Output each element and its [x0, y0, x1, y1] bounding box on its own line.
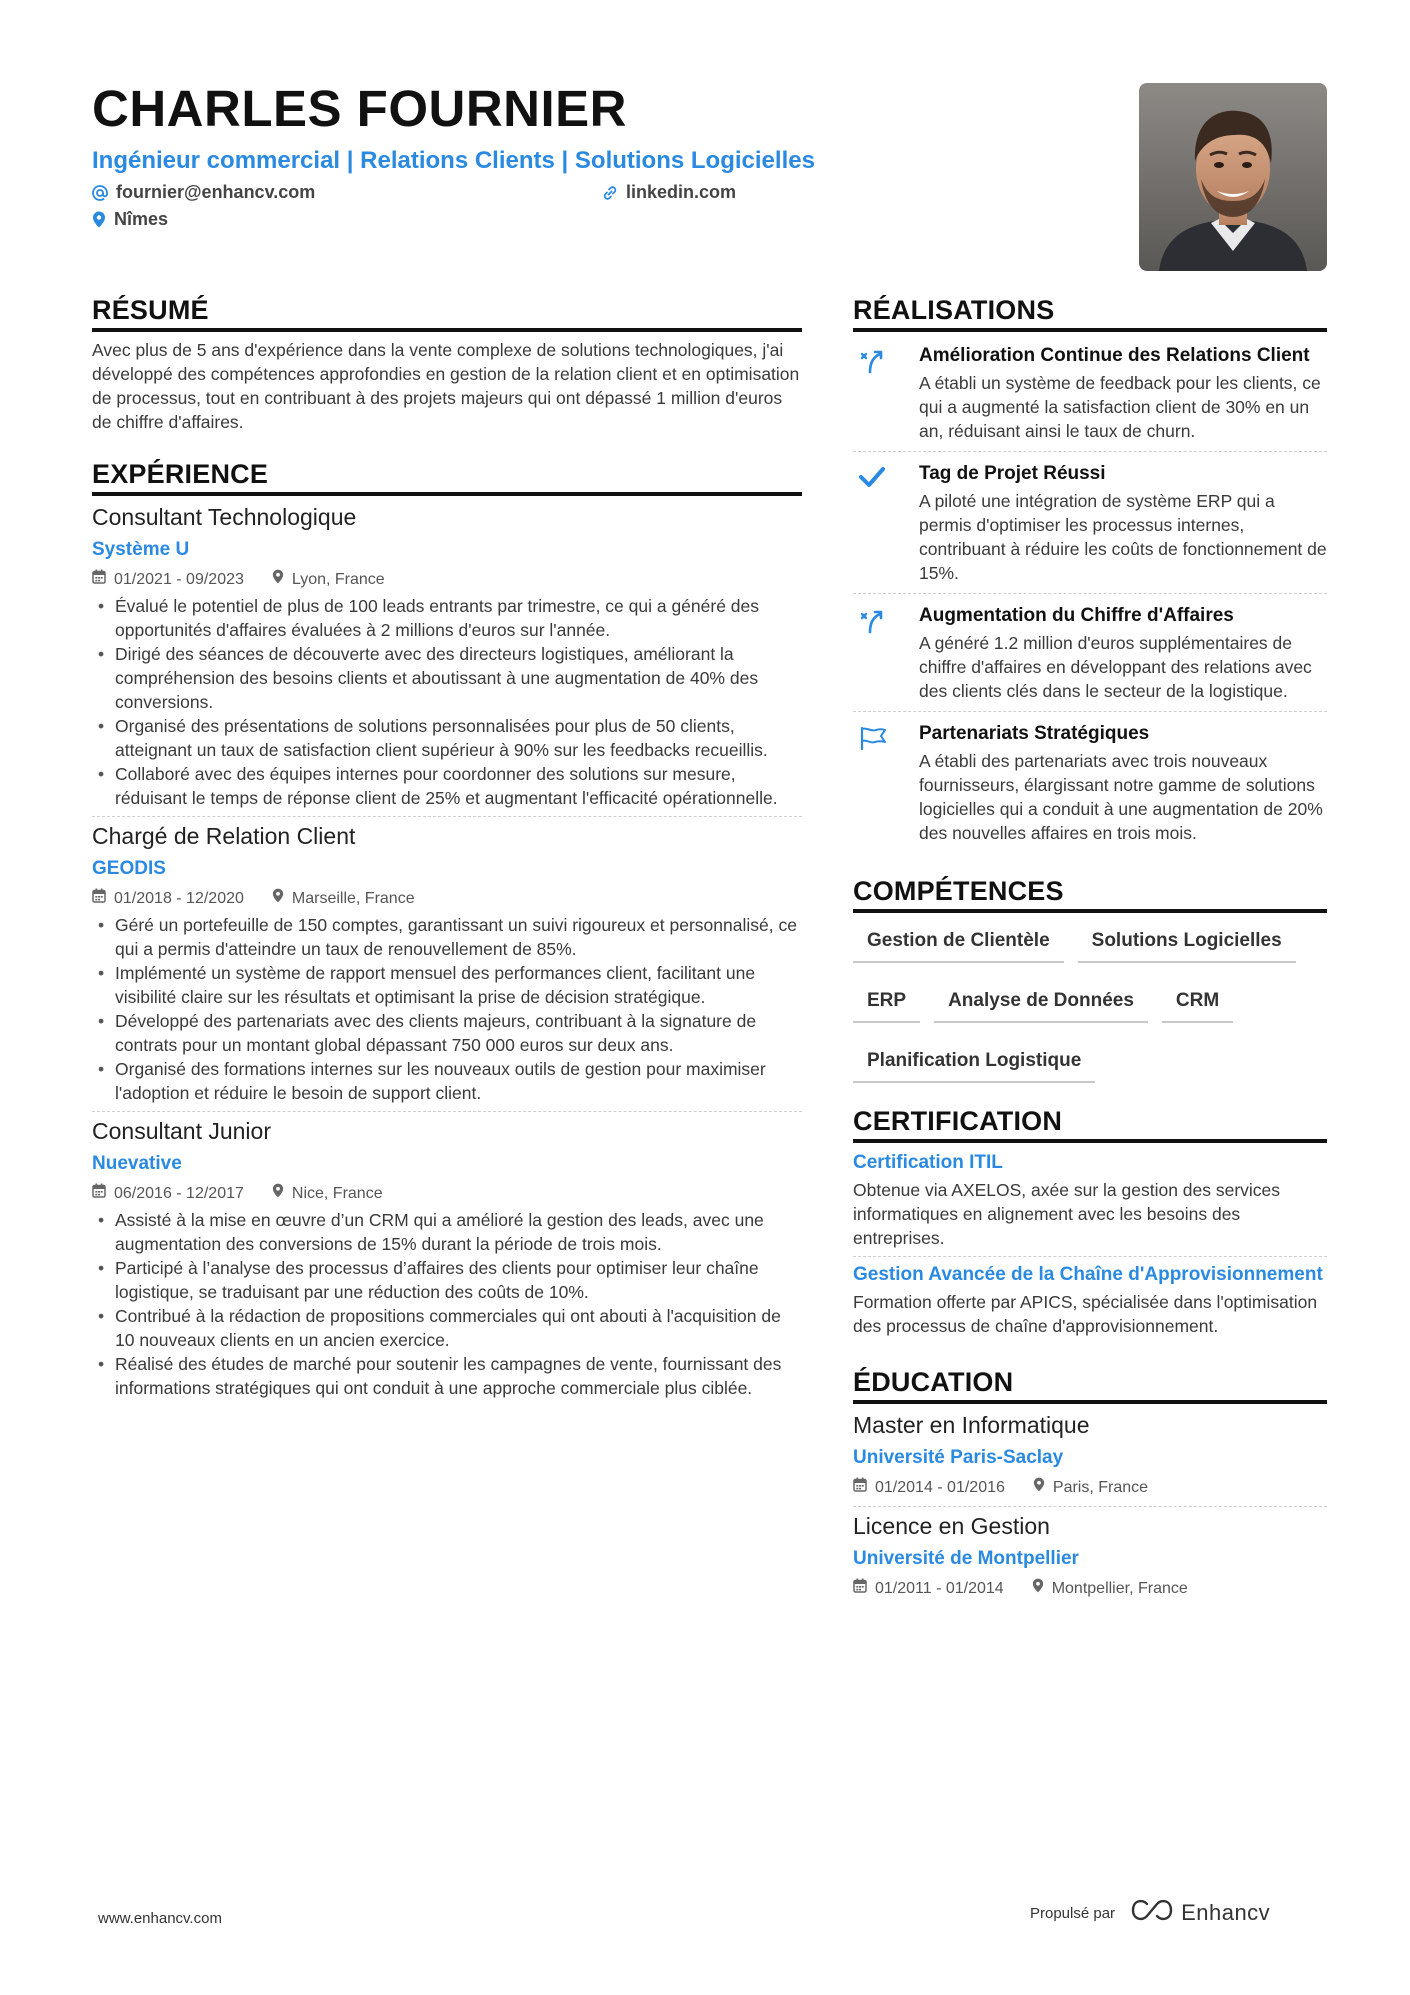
list-item: • Géré un portefeuille de 150 comptes, garantissant un suivi rigoureux et personnalisé, ce qui a permis d'atteindre un taux de renouvellement de 85%.: [92, 913, 802, 961]
skill-tag: CRM: [1162, 979, 1233, 1023]
certification-entry: [853, 1261, 1327, 1338]
calendar-icon: [92, 887, 106, 911]
contact-info: [92, 180, 1092, 236]
skill-tag: Solutions Logicielles: [1078, 919, 1296, 963]
education-entry: [853, 1511, 1327, 1601]
job-title: Consultant Technologique: [92, 504, 357, 530]
footer-website[interactable]: www.enhancv.com: [98, 1910, 222, 1927]
list-item: • Organisé des présentations de solutions personnalisées pour plus de 50 clients, atteignant un taux de satisfaction client supérieur à 90% sur les feedbacks recueillis.: [92, 714, 802, 762]
job-meta: [92, 568, 802, 592]
achievements-heading: RÉALISATIONS: [853, 292, 1327, 332]
experience-entry: [92, 821, 802, 1105]
powered-by-label: Propulsé par: [1030, 1904, 1116, 1922]
email-text: fournier@enhancv.com: [116, 182, 316, 202]
list-item: • Développé des partenariats avec des clients majeurs, contribuant à la signature de contrats pour un montant global dépassant 750 000 euros sur deux ans.: [92, 1009, 802, 1057]
calendar-icon: [853, 1476, 867, 1500]
certification-entry: [853, 1149, 1327, 1250]
degree-title: Master en Informatique: [853, 1412, 1090, 1438]
summary-heading: RÉSUMÉ: [92, 292, 802, 332]
brand-name: Enhancv: [1181, 1900, 1271, 1925]
location-pin-icon: [92, 211, 106, 228]
candidate-name: CHARLES FOURNIER: [92, 80, 628, 137]
company-name: Nuevative: [92, 1153, 182, 1174]
location-pin-icon: [1032, 1577, 1044, 1601]
education-meta: [853, 1577, 1327, 1601]
divider: [853, 1506, 1327, 1507]
certification-desc: Formation offerte par APICS, spécialisée dans l'optimisation des processus de chaîne d'approvisionnement.: [853, 1292, 1318, 1336]
flag-icon: [859, 737, 887, 754]
company-name: GEODIS: [92, 858, 166, 879]
certification-title: Certification ITIL: [853, 1152, 1003, 1173]
job-title: Chargé de Relation Client: [92, 823, 356, 849]
divider: [853, 593, 1327, 594]
list-item: • Dirigé des séances de découverte avec des directeurs logistiques, améliorant la compréhension des besoins clients et aboutissant à une augmentation de 40% des conversions.: [92, 642, 802, 714]
job-bullets: [92, 1208, 802, 1400]
location-contact: [92, 209, 168, 230]
skill-tag: Planification Logistique: [853, 1039, 1095, 1083]
certification-title: Gestion Avancée de la Chaîne d'Approvisionnement: [853, 1264, 1323, 1285]
list-item: • Implémenté un système de rapport mensuel des performances client, facilitant une visibilité claire sur les résultats et optimisant la prise de décision stratégique.: [92, 961, 802, 1009]
achievement-desc: A généré 1.2 million d'euros supplémentaires de chiffre d'affaires en développant des relations avec des clients clés dans le secteur de la logistique.: [919, 633, 1312, 701]
achievement-item: [853, 456, 1327, 591]
left-column: [92, 292, 802, 1400]
list-item: • Évalué le potentiel de plus de 100 leads entrants par trimestre, ce qui a généré des opportunités d'affaires évaluées à 2 millions d'euros sur l'année.: [92, 594, 802, 642]
job-dates: 06/2016 - 12/2017: [114, 1185, 244, 1202]
skills-list: [853, 919, 1327, 1099]
list-item: • Collaboré avec des équipes internes pour coordonner des solutions sur mesure, réduisant le temps de réponse client de 25% et augmentant l'efficacité opérationnelle.: [92, 762, 802, 810]
skill-tag: ERP: [853, 979, 920, 1023]
enhancv-logo-icon: [1129, 1898, 1175, 1928]
email-contact[interactable]: [92, 182, 315, 203]
calendar-icon: [92, 1182, 106, 1206]
achievement-title: Amélioration Continue des Relations Client: [919, 345, 1310, 366]
job-dates: 01/2021 - 09/2023: [114, 571, 244, 588]
divider: [853, 1256, 1327, 1257]
achievement-desc: A piloté une intégration de système ERP qui a permis d'optimiser les processus internes, contribuant à réduire les coûts de fonctionnement de 15%.: [919, 491, 1327, 583]
location-pin-icon: [272, 887, 284, 911]
education-heading: ÉDUCATION: [853, 1364, 1327, 1404]
achievement-item: [853, 716, 1327, 851]
link-icon: [602, 185, 618, 201]
footer-branding[interactable]: [1030, 1898, 1270, 1928]
candidate-tagline: Ingénieur commercial | Relations Clients | Solutions Logicielles: [92, 147, 815, 174]
school-name: Université Paris-Saclay: [853, 1447, 1064, 1468]
job-title: Consultant Junior: [92, 1118, 271, 1144]
achievement-title: Augmentation du Chiffre d'Affaires: [919, 605, 1234, 626]
certification-desc: Obtenue via AXELOS, axée sur la gestion des services informatiques en alignement avec les besoins des entreprises.: [853, 1180, 1281, 1248]
school-name: Université de Montpellier: [853, 1548, 1079, 1569]
achievement-desc: A établi un système de feedback pour les clients, ce qui a augmenté la satisfaction client de 30% en un an, réduisant ainsi le taux de churn.: [919, 373, 1321, 441]
education-dates: 01/2014 - 01/2016: [875, 1479, 1005, 1496]
growth-arrow-icon: [859, 621, 885, 638]
list-item: • Réalisé des études de marché pour soutenir les campagnes de vente, fournissant des informations stratégiques qui ont conduit à une approche commerciale plus ciblée.: [92, 1352, 802, 1400]
job-location: Nice, France: [291, 1185, 383, 1202]
brand-logo: [1129, 1898, 1270, 1928]
location-pin-icon: [1033, 1476, 1045, 1500]
skill-tag: Gestion de Clientèle: [853, 919, 1064, 963]
resume-header: [92, 78, 1092, 236]
list-item: • Assisté à la mise en œuvre d’un CRM qui a amélioré la gestion des leads, avec une augmentation des conversions de 15% durant la période de trois mois.: [92, 1208, 802, 1256]
education-location: Paris, France: [1052, 1479, 1149, 1496]
certification-heading: CERTIFICATION: [853, 1103, 1327, 1143]
job-bullets: [92, 913, 802, 1105]
profile-photo: [1139, 83, 1327, 271]
at-icon: [92, 185, 108, 201]
achievement-title: Partenariats Stratégiques: [919, 723, 1150, 744]
experience-entry: [92, 1116, 802, 1400]
growth-arrow-icon: [859, 361, 885, 378]
location-text: Nîmes: [114, 209, 169, 229]
achievement-item: [853, 338, 1327, 449]
education-entry: [853, 1410, 1327, 1500]
list-item: • Contribué à la rédaction de propositions commerciales qui ont abouti à l'acquisition de 10 nouveaux clients en un ancien exercice.: [92, 1304, 802, 1352]
job-meta: [92, 887, 802, 911]
degree-title: Licence en Gestion: [853, 1513, 1050, 1539]
linkedin-text: linkedin.com: [626, 182, 737, 202]
company-name: Système U: [92, 539, 190, 560]
list-item: • Organisé des formations internes sur les nouveaux outils de gestion pour maximiser l'adoption et réduire le besoin de support client.: [92, 1057, 802, 1105]
divider: [92, 816, 802, 817]
education-meta: [853, 1476, 1327, 1500]
divider: [92, 1111, 802, 1112]
summary-text: Avec plus de 5 ans d'expérience dans la vente complexe de solutions technologiques, j'ai développé des compétences approfondies en gestion de la relation client et en optimisation de processus, tout en contribuant à des projets majeurs qui ont dépassé 1 million d'euros de chiffre d'affaires.: [92, 340, 800, 432]
experience-heading: EXPÉRIENCE: [92, 456, 802, 496]
job-location: Marseille, France: [291, 890, 415, 907]
linkedin-contact[interactable]: [602, 182, 736, 203]
checkmark-icon: [859, 475, 885, 492]
achievement-item: [853, 598, 1327, 709]
achievement-desc: A établi des partenariats avec trois nouveaux fournisseurs, élargissant notre gamme de solutions logicielles qui a conduit à une augmentation de 20% des nouvelles affaires en trois mois.: [919, 751, 1323, 843]
job-meta: [92, 1182, 802, 1206]
education-dates: 01/2011 - 01/2014: [875, 1580, 1004, 1597]
job-location: Lyon, France: [291, 571, 385, 588]
experience-entry: [92, 502, 802, 810]
location-pin-icon: [272, 568, 284, 592]
divider: [853, 711, 1327, 712]
education-location: Montpellier, France: [1051, 1580, 1188, 1597]
calendar-icon: [92, 568, 106, 592]
achievement-title: Tag de Projet Réussi: [919, 463, 1106, 484]
divider: [853, 451, 1327, 452]
skill-tag: Analyse de Données: [934, 979, 1148, 1023]
list-item: • Participé à l’analyse des processus d’affaires des clients pour optimiser leur chaîne logistique, se traduisant par une réduction des coûts de 10%.: [92, 1256, 802, 1304]
job-bullets: [92, 594, 802, 810]
location-pin-icon: [272, 1182, 284, 1206]
skills-heading: COMPÉTENCES: [853, 873, 1327, 913]
calendar-icon: [853, 1577, 867, 1601]
job-dates: 01/2018 - 12/2020: [114, 890, 244, 907]
right-column: [853, 292, 1327, 1601]
